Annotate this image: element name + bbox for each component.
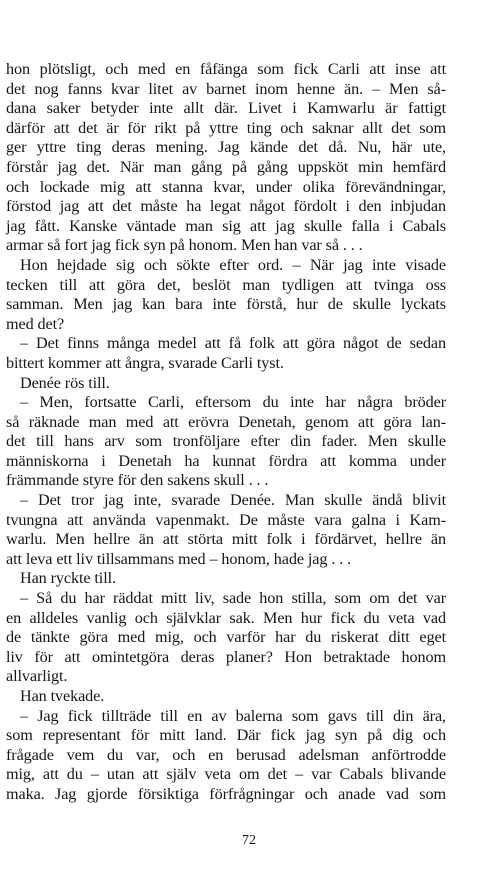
text-line: warlu. Men hellre än att störta mitt folk i fördärvet, hellre än (6, 530, 446, 549)
body-text (6, 60, 446, 805)
text-line: – Det tror jag inte, svarade Denée. Man skulle ändå blivit (20, 491, 446, 510)
text-line: tvungna att använda vapenmakt. De måste vara galna i Kam- (6, 510, 446, 529)
text-line: förstod jag att det måste ha legat något fördolt i den inbjudan (6, 197, 446, 216)
text-line: de tänkte göra med mig, och varför har du riskerat ditt eget (6, 628, 446, 647)
text-line: som representant för mitt land. Där fick jag syn på dig och (6, 726, 446, 745)
text-line: därför att det är för rikt på yttre ting och saknar allt det som (6, 118, 446, 137)
text-line: Han tvekade. (20, 687, 105, 705)
text-line: ger yttre ting deras mening. Jag kände det då. Nu, här ute, (6, 138, 446, 157)
text-line: bittert kommer att ångra, svarade Carli tyst. (6, 353, 284, 372)
text-line: dana saker betyder inte allt där. Livet i Kamwarlu är fattigt (6, 99, 446, 118)
text-line: maka. Jag gjorde försiktiga förfrågningar och anade vad som (6, 784, 446, 803)
text-line: Denée rös till. (20, 373, 110, 392)
text-line: att leva ett liv tillsammans med – honom, hade jag . . . (6, 549, 352, 568)
text-line: samman. Men jag kan bara inte förstå, hur de skulle lyckats (6, 295, 446, 314)
text-line: det nog fanns kvar litet av barnet inom henne än. – Men så- (6, 79, 446, 98)
text-line: – Så du har räddat mitt liv, sade hon stilla, som om det var (20, 589, 446, 608)
text-line: människorna i Denetah ha kunnat fördra att komma under (6, 451, 446, 470)
text-line: Han ryckte till. (20, 569, 116, 588)
text-line: med det? (6, 314, 65, 333)
text-line: så räknade man med att erövra Denetah, genom att göra lan- (6, 412, 446, 431)
text-line: jag fått. Kanske väntade man sig att jag skulle falla i Cabals (6, 216, 446, 235)
text-line: mig, att du – utan att själv veta om det – var Cabals blivande (6, 765, 446, 784)
text-line: hon plötsligt, och med en fåfänga som fick Carli att inse att (6, 60, 446, 78)
text-line: främmande styre för den sakens skull . . . (6, 471, 269, 490)
text-line: och lockade mig att stanna kvar, under olika förevändningar, (6, 177, 446, 196)
text-line: Hon hejdade sig och sökte efter ord. – När jag inte visade (20, 255, 446, 274)
text-line: frågade vem du var, och en berusad adelsman anförtrodde (6, 745, 446, 764)
text-line: allvarligt. (6, 667, 68, 686)
text-line: det till hans arv som tronföljare efter din fader. Men skulle (6, 432, 446, 451)
text-line: – Jag fick tillträde till en av balerna som gavs till din ära, (20, 706, 446, 725)
text-line: armar så fort jag fick syn på honom. Men han var så . . . (6, 236, 363, 255)
text-line: förstår jag det. När man gång på gång uppsköt min hemfärd (6, 157, 446, 176)
text-line: liv för att omintetgöra deras planer? Hon betraktade honom (6, 647, 446, 666)
text-line: tecken till att göra det, beslöt man tydligen att tvinga oss (6, 275, 446, 294)
text-line: – Det finns många medel att få folk att göra något de sedan (20, 334, 446, 353)
page-number: 72 (242, 833, 256, 848)
text-line: en alldeles vanlig och självklar sak. Men hur fick du veta vad (6, 608, 446, 627)
text-line: – Men, fortsatte Carli, eftersom du inte har några bröder (20, 393, 446, 412)
